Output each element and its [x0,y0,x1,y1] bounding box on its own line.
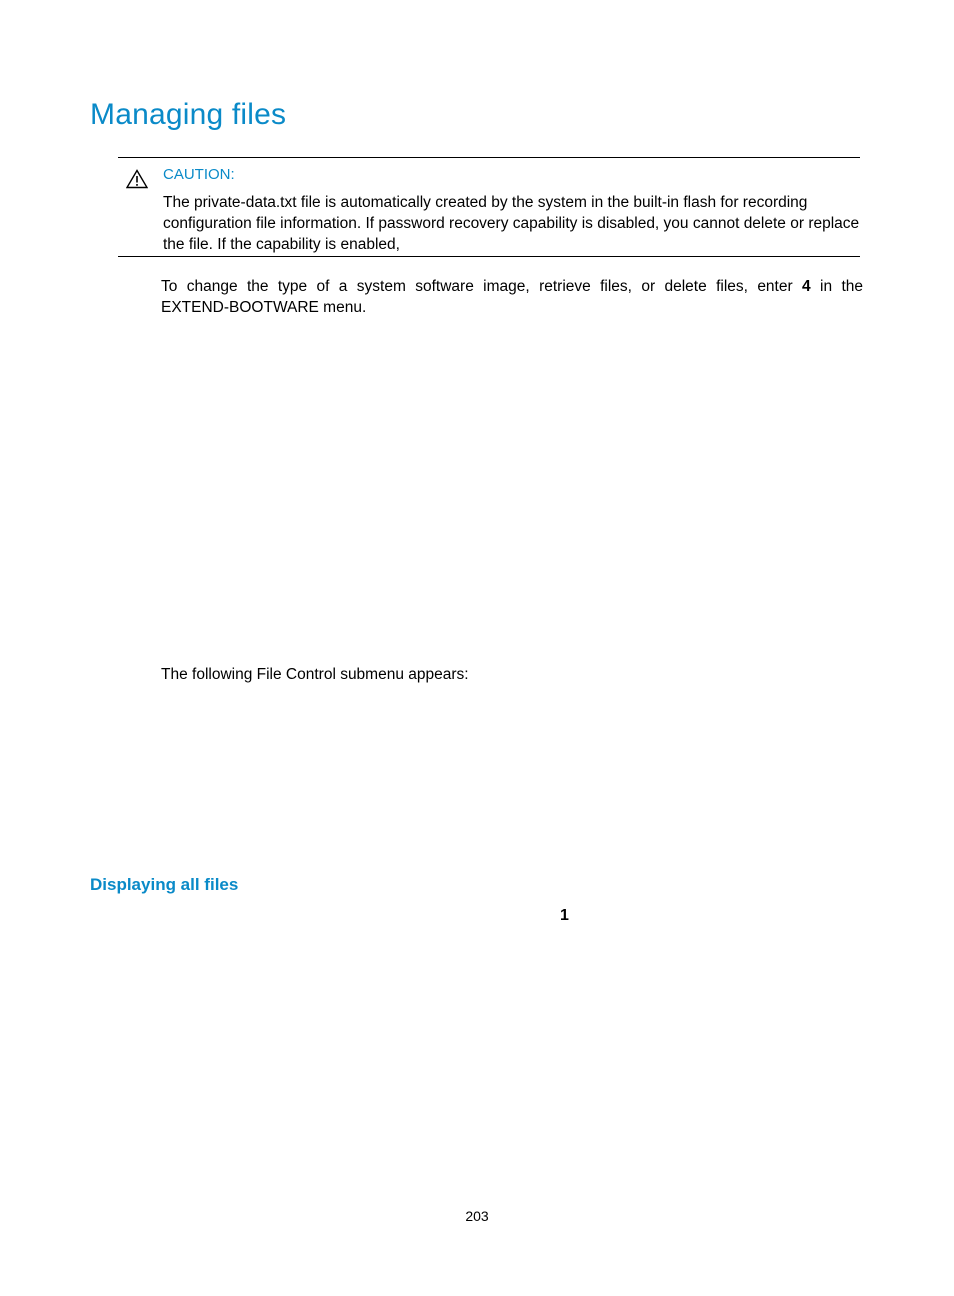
caution-box [118,157,860,257]
intro-paragraph [161,276,863,318]
intro-line-2: EXTEND-BOOTWARE menu. [161,299,367,316]
page-number: 203 [465,1208,489,1224]
caution-text [163,192,863,255]
caution-text-line: configuration file information. If password recovery capability is disabled, you cannot delete or replace [163,215,860,232]
warning-triangle-icon [126,169,148,189]
caution-text-line: the file. If the capability is enabled, [163,236,400,253]
intro-text: To change the type of a system software image, retrieve files, or delete files, enter [161,278,793,295]
submenu-intro-text: The following File Control submenu appears: [161,666,469,683]
menu-key: 4 [802,278,811,295]
caution-label: CAUTION: [163,166,235,183]
intro-text: in the [820,278,864,295]
section-heading: Displaying all files [90,875,239,894]
caution-text-line: The private-data.txt file is automatically created by the system in the built-in flash for recording [163,194,808,211]
intro-line-1 [161,276,863,297]
step-number: 1 [560,907,569,924]
page-title: Managing files [90,98,287,131]
